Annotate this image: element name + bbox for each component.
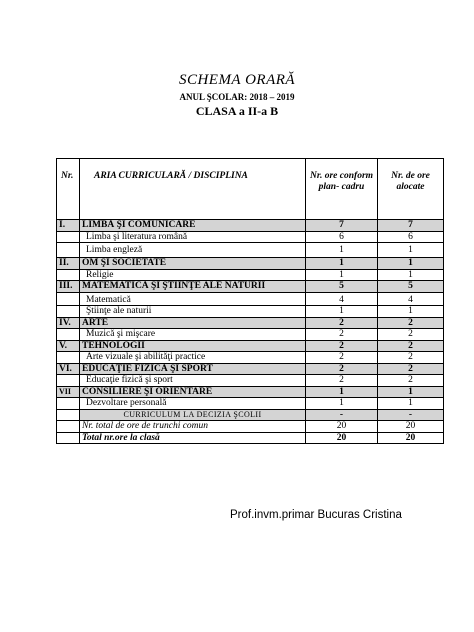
row-discipline: LIMBĂ ŞI COMUNICARE [80, 220, 306, 232]
table-header-row [57, 159, 444, 220]
row-allocated-hours: 1 [378, 306, 444, 318]
row-plan-hours: 2 [306, 329, 378, 341]
table-row [57, 375, 444, 387]
table-row [57, 281, 444, 293]
row-plan-hours: 2 [306, 340, 378, 352]
row-nr: VII [57, 386, 80, 398]
table-row [57, 329, 444, 341]
table-row [57, 340, 444, 352]
table-row [57, 398, 444, 410]
row-nr [57, 243, 80, 258]
row-allocated-hours: 4 [378, 292, 444, 306]
row-allocated-hours: 1 [378, 269, 444, 281]
row-nr [57, 375, 80, 387]
row-nr [57, 421, 80, 433]
row-allocated-hours: 5 [378, 281, 444, 293]
school-year: ANUL ŞCOLAR: 2018 – 2019 [179, 92, 295, 102]
row-discipline: TEHNOLOGII [80, 340, 306, 352]
row-allocated-hours: 2 [378, 363, 444, 375]
table-row [57, 317, 444, 329]
row-discipline: Limba şi literatura română [80, 231, 306, 243]
table-row [57, 363, 444, 375]
row-allocated-hours: 1 [378, 398, 444, 410]
row-nr [57, 352, 80, 364]
row-allocated-hours: 2 [378, 340, 444, 352]
row-plan-hours: 2 [306, 317, 378, 329]
row-plan-hours: 2 [306, 375, 378, 387]
row-plan-hours: 1 [306, 398, 378, 410]
class-name: CLASA a II-a B [195, 104, 279, 118]
row-discipline: ARTE [80, 317, 306, 329]
row-plan-hours: 2 [306, 363, 378, 375]
row-nr: III. [57, 281, 80, 293]
row-discipline: Nr. total de ore de trunchi comun [80, 421, 306, 433]
table-row [57, 409, 444, 421]
row-allocated-hours: 20 [378, 432, 444, 444]
row-discipline: Muzică şi mişcare [80, 329, 306, 341]
row-allocated-hours: 6 [378, 231, 444, 243]
row-allocated-hours: 2 [378, 329, 444, 341]
row-discipline: Total nr.ore la clasă [80, 432, 306, 444]
row-discipline: EDUCAŢIE FIZICĂ ŞI SPORT [80, 363, 306, 375]
table-row [57, 421, 444, 433]
row-nr: I. [57, 220, 80, 232]
row-allocated-hours: 1 [378, 386, 444, 398]
row-plan-hours: 4 [306, 292, 378, 306]
row-plan-hours: 5 [306, 281, 378, 293]
column-header-allocated-hours: Nr. de ore alocate [378, 159, 444, 220]
row-nr [57, 329, 80, 341]
row-allocated-hours: - [378, 409, 444, 421]
row-nr: IV. [57, 317, 80, 329]
row-discipline: Dezvoltare personală [80, 398, 306, 410]
table-row [57, 306, 444, 318]
row-nr [57, 306, 80, 318]
row-allocated-hours: 7 [378, 220, 444, 232]
row-plan-hours: 20 [306, 421, 378, 433]
column-header-nr: Nr. [57, 159, 80, 220]
row-allocated-hours: 1 [378, 258, 444, 270]
table-row [57, 432, 444, 444]
row-discipline: Matematică [80, 292, 306, 306]
row-discipline: MATEMATICĂ ŞI ŞTIINŢE ALE NATURII [80, 281, 306, 293]
row-plan-hours: 1 [306, 258, 378, 270]
row-nr [57, 292, 80, 306]
row-discipline: Educaţie fizică şi sport [80, 375, 306, 387]
row-plan-hours: 1 [306, 269, 378, 281]
row-plan-hours: 1 [306, 243, 378, 258]
table-row [57, 220, 444, 232]
row-allocated-hours: 2 [378, 352, 444, 364]
row-plan-hours: 7 [306, 220, 378, 232]
row-discipline: Limba engleză [80, 243, 306, 258]
table-row [57, 386, 444, 398]
table-row [57, 292, 444, 306]
row-allocated-hours: 20 [378, 421, 444, 433]
table-row [57, 243, 444, 258]
row-plan-hours: - [306, 409, 378, 421]
column-header-plan-hours: Nr. ore conform plan- cadru [306, 159, 378, 220]
row-allocated-hours: 2 [378, 317, 444, 329]
row-allocated-hours: 1 [378, 243, 444, 258]
row-nr: V. [57, 340, 80, 352]
row-plan-hours: 1 [306, 306, 378, 318]
row-discipline: Arte vizuale şi abilităţi practice [80, 352, 306, 364]
row-nr [57, 432, 80, 444]
schedule-table [56, 158, 444, 444]
table-row [57, 258, 444, 270]
column-header-discipline: ARIA CURRICULARĂ / DISCIPLINA [80, 159, 306, 220]
row-plan-hours: 20 [306, 432, 378, 444]
table-row [57, 269, 444, 281]
teacher-signature: Prof.invm.primar Bucuras Cristina [230, 509, 402, 521]
row-plan-hours: 1 [306, 386, 378, 398]
page-title: SCHEMA ORARĂ [178, 72, 296, 88]
row-nr: VI. [57, 363, 80, 375]
row-nr [57, 231, 80, 243]
row-discipline: OM ŞI SOCIETATE [80, 258, 306, 270]
row-nr [57, 398, 80, 410]
row-nr [57, 409, 80, 421]
row-allocated-hours: 2 [378, 375, 444, 387]
row-nr: II. [57, 258, 80, 270]
row-discipline: CONSILIERE ŞI ORIENTARE [80, 386, 306, 398]
row-discipline: Ştiinţe ale naturii [80, 306, 306, 318]
row-discipline: CURRICULUM LA DECIZIA ŞCOLII [80, 409, 306, 421]
table-row [57, 231, 444, 243]
row-plan-hours: 6 [306, 231, 378, 243]
row-discipline: Religie [80, 269, 306, 281]
row-nr [57, 269, 80, 281]
row-plan-hours: 2 [306, 352, 378, 364]
table-row [57, 352, 444, 364]
